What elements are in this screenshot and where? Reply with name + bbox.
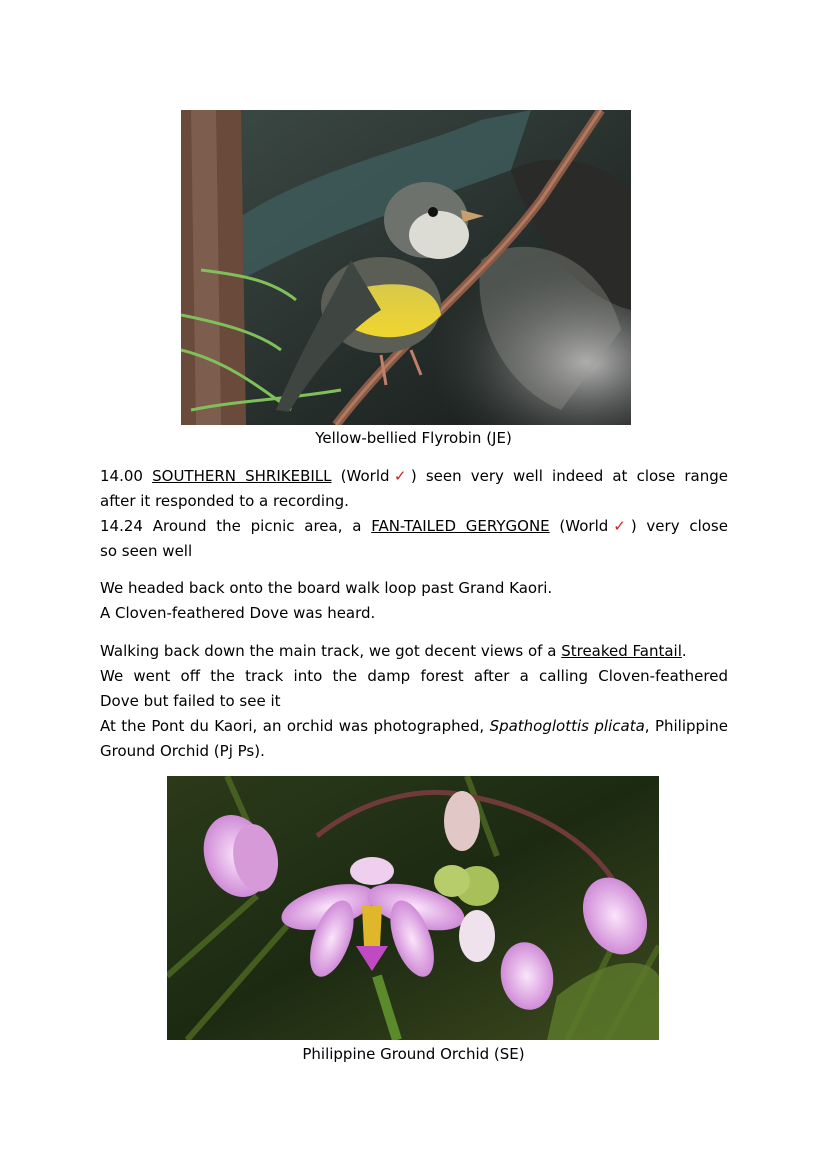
tick-icon: ✓: [608, 517, 631, 535]
text-line: after it responded to a recording.: [100, 492, 349, 510]
species-name: SOUTHERN SHRIKEBILL: [152, 467, 332, 485]
sentence-text: , Philippine: [644, 717, 728, 735]
text-line: Dove but failed to see it: [100, 692, 281, 710]
species-name: FAN-TAILED GERYGONE: [371, 517, 550, 535]
species-name: Streaked Fantail: [561, 642, 682, 660]
photo-caption: Philippine Ground Orchid (SE): [302, 1045, 525, 1063]
paragraph-sightings-1: [100, 464, 728, 564]
sentence-text: Walking back down the main track, we got decent views of a: [100, 642, 557, 660]
time-label: 14.00: [100, 467, 143, 485]
sentence-text: .: [681, 642, 687, 660]
world-label: (World: [559, 517, 609, 535]
tick-icon: ✓: [389, 467, 411, 485]
flyrobin-photo: [181, 110, 631, 425]
latin-name: Spathoglottis plicata: [489, 717, 645, 735]
photo-caption: Yellow-bellied Flyrobin (JE): [315, 429, 512, 447]
text-line: so seen well: [100, 542, 193, 560]
sentence-text: ) seen very well indeed at close range: [410, 467, 728, 485]
text-line: [100, 714, 728, 739]
time-label: 14.24: [100, 517, 143, 535]
text-line: Ground Orchid (Pj Ps).: [100, 742, 265, 760]
paragraph-boardwalk: [100, 576, 728, 626]
text-line: A Cloven-feathered Dove was heard.: [100, 604, 376, 622]
sentence-text: At the Pont du Kaori, an orchid was photographed,: [100, 717, 485, 735]
paragraph-main-track: [100, 639, 728, 764]
orchid-photo: [167, 776, 659, 1040]
sentence-text: Around the picnic area, a: [152, 517, 362, 535]
text-line: [100, 639, 728, 664]
text-line: We went off the track into the damp forest after a calling Cloven-feathered: [100, 667, 728, 685]
sentence-text: ) very close: [630, 517, 728, 535]
text-line: [100, 464, 728, 489]
text-line: We headed back onto the board walk loop past Grand Kaori.: [100, 579, 553, 597]
world-label: (World: [340, 467, 390, 485]
text-line: [100, 514, 728, 539]
